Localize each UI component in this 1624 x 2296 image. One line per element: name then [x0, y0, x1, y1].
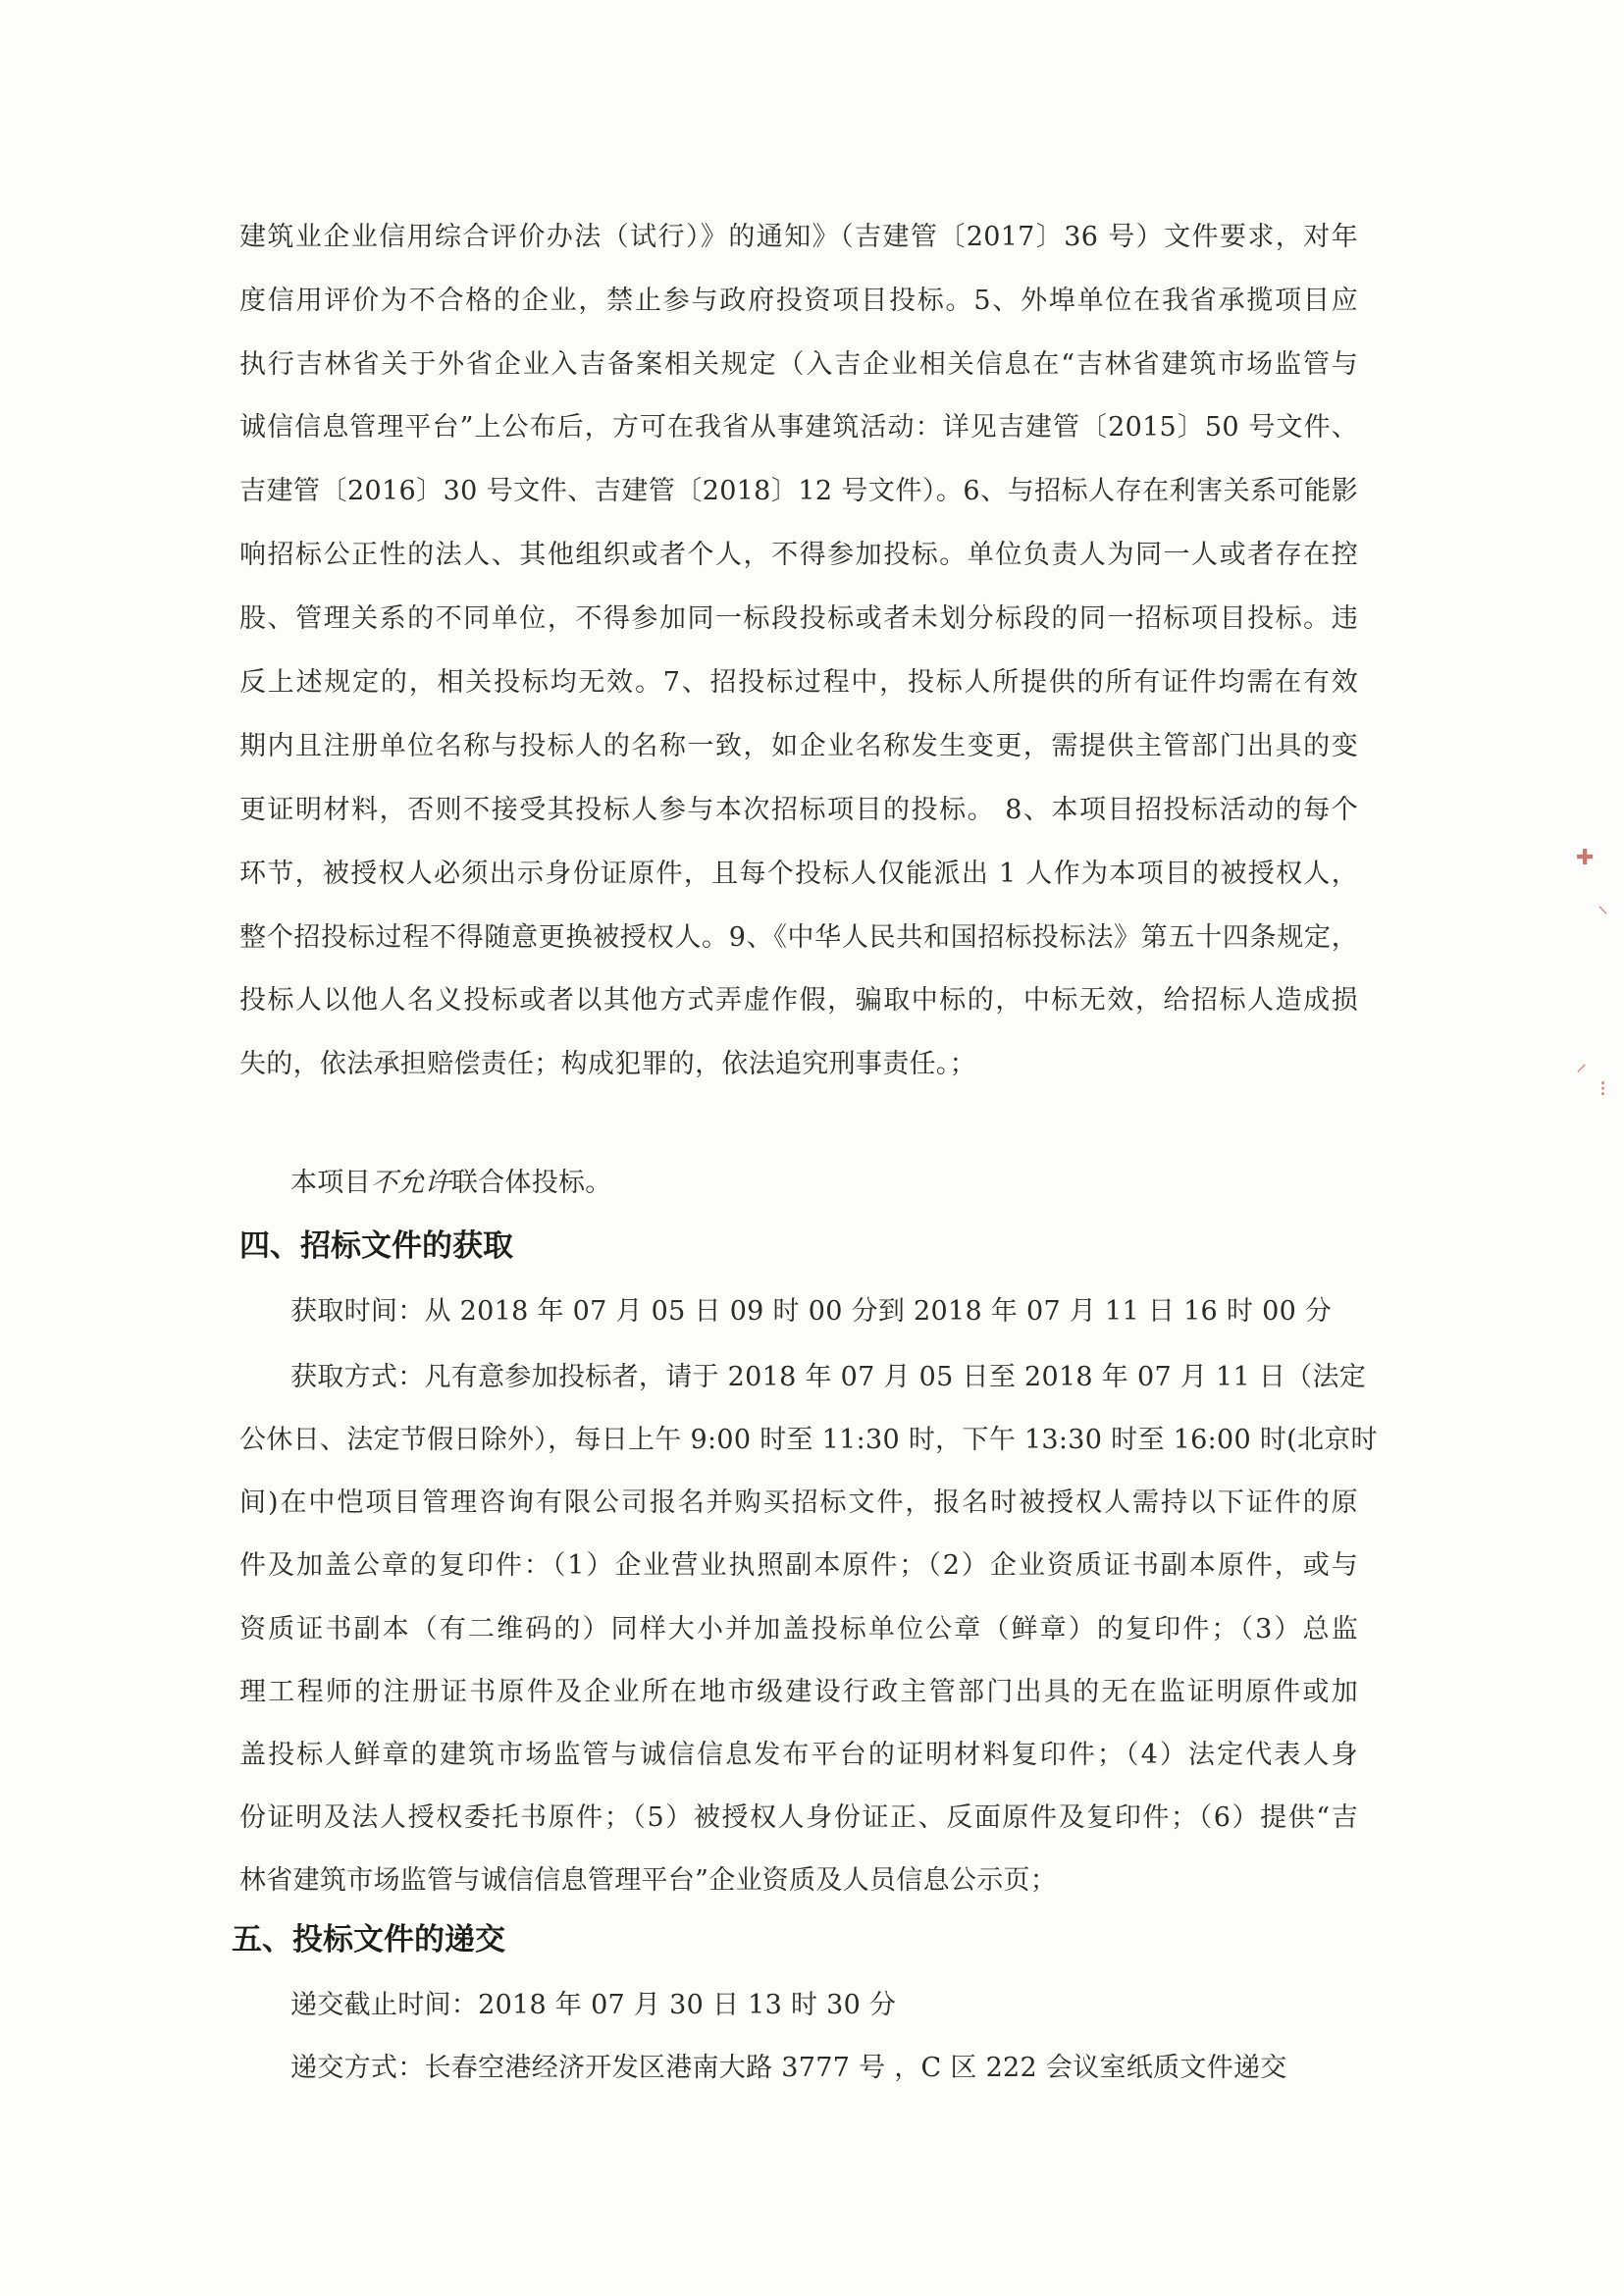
acquisition-time: 获取时间：从 2018 年 07 月 05 日 09 时 00 分到 2018 年 07 月 11 日 16 时 00 分 [290, 1296, 1333, 1327]
paragraph-line: 盖投标人鲜章的建筑市场监管与诚信信息发布平台的证明材料复印件；（4）法定代表人身 [239, 1740, 1358, 1770]
consortium-suffix: 联合体投标。 [450, 1168, 612, 1198]
paragraph-line: 整个招投标过程不得随意更换被授权人。9、《中华人民共和国招标投标法》第五十四条规定， [239, 922, 1358, 953]
paragraph-line: 间)在中恺项目管理咨询有限公司报名并购买招标文件，报名时被授权人需持以下证件的原 [239, 1487, 1358, 1518]
submission-deadline: 递交截止时间：2018 年 07 月 30 日 13 时 30 分 [290, 1990, 897, 2020]
paragraph-line: 理工程师的注册证书原件及企业所在地市级建设行政主管部门出具的无在监证明原件或加 [239, 1677, 1358, 1707]
paragraph-line: 获取方式：凡有意参加投标者，请于 2018 年 07 月 05 日至 2018 年 07 月 11 日（法定 [290, 1362, 1367, 1392]
paragraph-line: 更证明材料，否则不接受其投标人参与本次招标项目的投标。 8、本项目招投标活动的每个 [239, 795, 1358, 825]
consortium-prefix: 本项目 [290, 1168, 371, 1198]
seal-mark-icon: ✚ [1576, 846, 1595, 870]
paragraph-line: 环节，被授权人必须出示身份证原件，且每个投标人仅能派出 1 人作为本项目的被授权人， [239, 859, 1358, 889]
paragraph-line: 诚信信息管理平台”上公布后，方可在我省从事建筑活动：详见吉建管〔2015〕50 号文件、 [239, 412, 1358, 443]
paragraph-line: 度信用评价为不合格的企业，禁止参与政府投资项目投标。5、外埠单位在我省承揽项目应 [239, 286, 1358, 316]
paragraph-line: 执行吉林省关于外省企业入吉备案相关规定（入吉企业相关信息在“吉林省建筑市场监管与 [239, 349, 1358, 380]
paragraph-line: 公休日、法定节假日除外），每日上午 9:00 时至 11:30 时，下午 13:30 时至 16:00 时(北京时 [239, 1425, 1378, 1455]
seal-mark-icon: ⸝ [1576, 1052, 1588, 1076]
paragraph-line: 林省建筑市场监管与诚信信息管理平台”企业资质及人员信息公示页； [239, 1865, 1058, 1896]
submission-method: 递交方式：长春空港经济开发区港南大路 3777 号 ，C 区 222 会议室纸质文件递交 [290, 2053, 1287, 2083]
paragraph-line: 失的，依法承担赔偿责任；构成犯罪的，依法追究刑事责任。； [239, 1049, 976, 1079]
consortium-statement [290, 1166, 612, 1201]
paragraph-line: 投标人以他人名义投标或者以其他方式弄虚作假，骗取中标的，中标无效，给招标人造成损 [239, 985, 1358, 1016]
paragraph-line: 期内且注册单位名称与投标人的名称一致，如企业名称发生变更，需提供主管部门出具的变 [239, 731, 1358, 761]
paragraph-line: 吉建管〔2016〕30 号文件、吉建管〔2018〕12 号文件）。6、与招标人存在利害关系可能影 [239, 476, 1358, 506]
consortium-emphasis: 不允许 [370, 1168, 451, 1198]
paragraph-line: 反上述规定的，相关投标均无效。7、招投标过程中，投标人所提供的所有证件均需在有效 [239, 667, 1358, 698]
seal-mark-icon: ⸌ [1598, 903, 1609, 927]
paragraph-line: 股、管理关系的不同单位，不得参加同一标段投标或者未划分标段的同一招标项目投标。违 [239, 603, 1358, 634]
paragraph-line: 建筑业企业信用综合评价办法（试行）》的通知》（吉建管〔2017〕36 号）文件要求，对年 [239, 222, 1358, 252]
paragraph-line: 份证明及法人授权委托书原件；（5）被授权人身份证正、反面原件及复印件；（6）提供“吉 [239, 1802, 1358, 1833]
section-5-heading: 五、投标文件的递交 [232, 1922, 505, 1957]
section-4-heading: 四、招标文件的获取 [239, 1228, 513, 1264]
seal-mark-icon: ⁝ [1599, 1077, 1606, 1102]
paragraph-line: 响招标公正性的法人、其他组织或者个人，不得参加投标。单位负责人为同一人或者存在控 [239, 540, 1358, 570]
paragraph-line: 件及加盖公章的复印件：（1）企业营业执照副本原件；（2）企业资质证书副本原件，或与 [239, 1550, 1358, 1581]
paragraph-line: 资质证书副本（有二维码的）同样大小并加盖投标单位公章（鲜章）的复印件；（3）总监 [239, 1614, 1358, 1644]
